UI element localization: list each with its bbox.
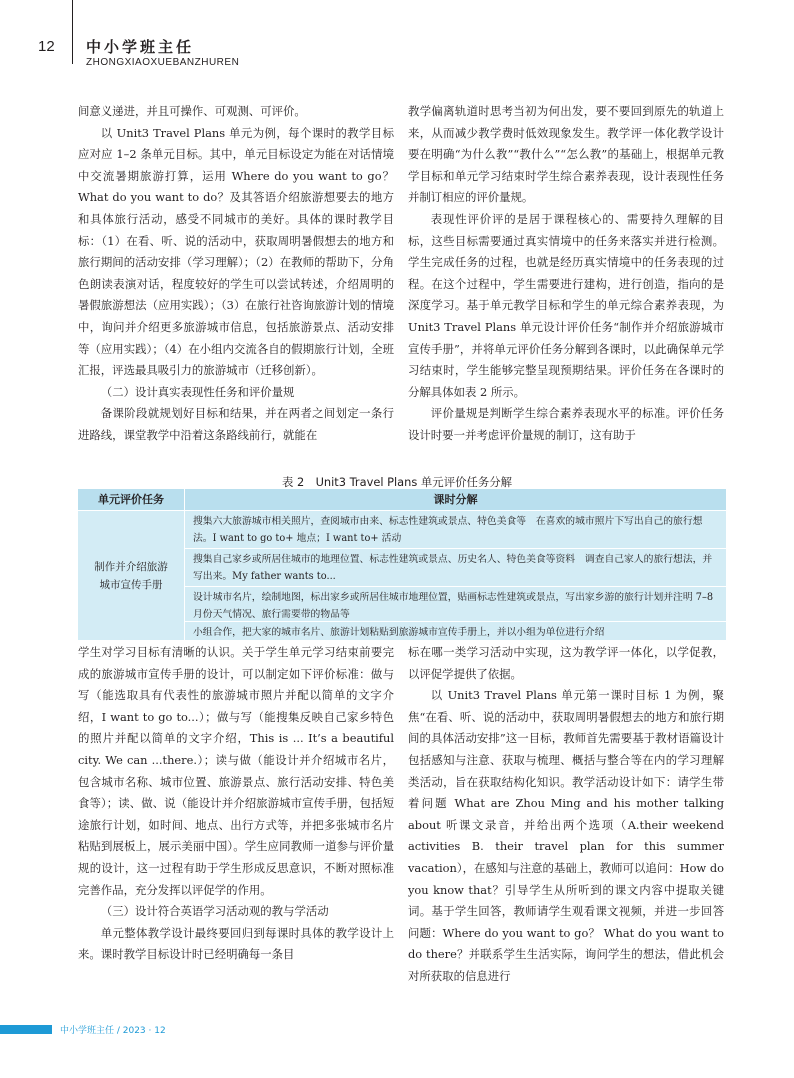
table-row: 设计城市名片，绘制地图，标出家乡或所居住城市地理位置，贴画标志性建筑或景点，写出家乡游的旅行计划并注明 7–8 月份天气情况、旅行需要带的物品等: [184, 586, 726, 621]
paragraph: 标在哪一类学习活动中实现，这为教学评一体化，以学促教，以评促学提供了依据。: [408, 645, 724, 681]
page-number: 12: [38, 38, 55, 55]
section-heading: （三）设计符合英语学习活动观的教与学活动: [100, 904, 329, 919]
paragraph: 表现性评价评的是居于课程核心的、需要持久理解的目标，这些目标需要通过真实情境中的任务来落实并进行检测。学生完成任务的过程，也就是经历真实情境中的任务表现的过程。在这个过程中，学生需要进行建构，进行创造，指向的是深度学习。基于单元教学目标和学生的单元综合素养表现，为 Unit3 Travel Plans 单元设计评价任务“制作并介绍旅游城市宣传手册”，并将单元评价任务分解到各课时，以此确保单元学习结束时，学生能够完整呈现预期结果。评价任务在各课时的分解具体如表 2 所示。: [408, 211, 724, 399]
table-row: 搜集自己家乡或所居住城市的地理位置、标志性建筑或景点、历史名人、特色美食等资料 调查自己家人的旅行想法，并写出来。My father wants to...: [184, 548, 726, 586]
paragraph: 单元整体教学设计最终要回归到每课时具体的教学设计上来。课时教学目标设计时已经明确每一条目: [78, 925, 394, 962]
paragraph: 评价量规是判断学生综合素养表现水平的标准。评价任务设计时要一并考虑评价量规的制订，这有助于: [408, 406, 724, 442]
section-heading: （二）设计真实表现性任务和评价量规: [100, 384, 295, 399]
evaluation-task-table: [78, 489, 726, 640]
header-lesson: 课时分解: [184, 489, 726, 510]
journal-title-pinyin: ZHONGXIAOXUEBANZHUREN: [86, 57, 240, 68]
table-row: 小组合作，把大家的城市名片、旅游计划粘贴到旅游城市宣传手册上，并以小组为单位进行介绍: [184, 621, 726, 640]
paragraph: 间意义递进，并且可操作、可观测、可评价。: [78, 104, 306, 118]
table-caption: 表 2 Unit3 Travel Plans 单元评价任务分解: [281, 475, 513, 489]
paragraph: 以 Unit3 Travel Plans 单元为例，每个课时的教学目标应对应 1–2 条单元目标。其中，单元目标设定为能在对话情境中交流暑期旅游打算，运用 Where do you want to go？ What do you want to do？及其答语介绍旅游想要去的地方和具体旅行活动，感受不同城市的美好。具体的课时教学目标：（1）在看、听、说的活动中，获取周明暑假想去的地方和旅行期间的活动安排（学习理解）；（2）在教师的帮助下，分角色朗读表演对话，程度较好的学生可以尝试转述，介绍周明的暑假旅游想法（应用实践）；（3）在旅行社咨询旅游计划的情境中，询问并介绍更多旅游城市信息，包括旅游景点、活动安排等（应用实践）；（4）在小组内交流各自的假期旅行计划，全班汇报，评选最具吸引力的旅游城市（迁移创新）。: [78, 125, 394, 378]
left-column-top: [78, 101, 394, 447]
right-column-bottom: [408, 642, 724, 988]
paragraph: 教学偏离轨道时思考当初为何出发，要不要回到原先的轨道上来，从而减少教学费时低效现象发生。教学评一体化教学设计要在明确“为什么教”“教什么”“怎么教”的基础上，根据单元教学目标和单元学习结束时学生综合素养表现，设计表现性任务并制订相应的评价量规。: [408, 104, 724, 205]
table-header: [78, 489, 726, 510]
header-task: 单元评价任务: [98, 493, 164, 506]
table-row: 搜集六大旅游城市相关照片，查阅城市由来、标志性建筑或景点、特色美食等 在喜欢的城市照片下写出自己的旅行想法。I want to go to+ 地点；I want to+ 活动: [184, 510, 726, 548]
left-column-bottom: [78, 642, 394, 966]
paragraph: 备课阶段就规划好目标和结果，并在两者之间划定一条行进路线，课堂教学中沿着这条路线前行，就能在: [78, 406, 394, 442]
right-column-top: [408, 101, 724, 447]
header-divider: [72, 0, 73, 64]
footer-accent-bar: [0, 1025, 52, 1034]
footer-text: 中小学班主任 / 2023 · 12: [60, 1026, 166, 1036]
paragraph: 学生对学习目标有清晰的认识。关于学生单元学习结束前要完成的旅游城市宣传手册的设计，可以制定如下评价标准：做与写（能选取具有代表性的旅游城市照片并配以简单的文字介绍，I want to go to...）；做与写（能搜集反映自己家乡特色的照片并配以简单的文字介绍，This is ... It’s a beautiful city. We can ...there.）；读与做（能设计并介绍城市名片，包含城市名称、城市位置、旅游景点、旅行活动安排、特色美食等）；读、做、说（能设计并介绍旅游城市宣传手册，包括短途旅行计划，如时间、地点、出行方式等，并把多张城市名片粘贴到展板上，展示美丽中国）。学生应同教师一道参与评价量规的设计，这一过程有助于学生形成反思意识，不断对照标准完善作品，充分发挥以评促学的作用。: [78, 645, 394, 897]
paragraph: 以 Unit3 Travel Plans 单元第一课时目标 1 为例，聚焦“在看、听、说的活动中，获取周明暑假想去的地方和旅行期间的具体活动安排”这一目标，教师首先需要基于教材语篇设计包括感知与注意、获取与梳理、概括与整合等在内的学习理解类活动，旨在获取结构化知识。教学活动设计如下：请学生带着问题 What are Zhou Ming and his mother talking about 听课文录音，并给出两个选项（A.their weekend activities B. their travel plan for this summer vacation），在感知与注意的基础上，教师可以追问：How do you know that？引导学生从所听到的课文内容中提取关键词。基于学生回答，教师请学生观看课文视频，并进一步回答问题：Where do you want to go？ What do you want to do there？并联系学生生活实际，询问学生的想法，借此机会对所获取的信息进行: [408, 688, 724, 983]
unit-task-cell: 制作并介绍旅游城市宣传手册: [78, 510, 184, 640]
journal-title: 中小学班主任: [86, 38, 195, 56]
